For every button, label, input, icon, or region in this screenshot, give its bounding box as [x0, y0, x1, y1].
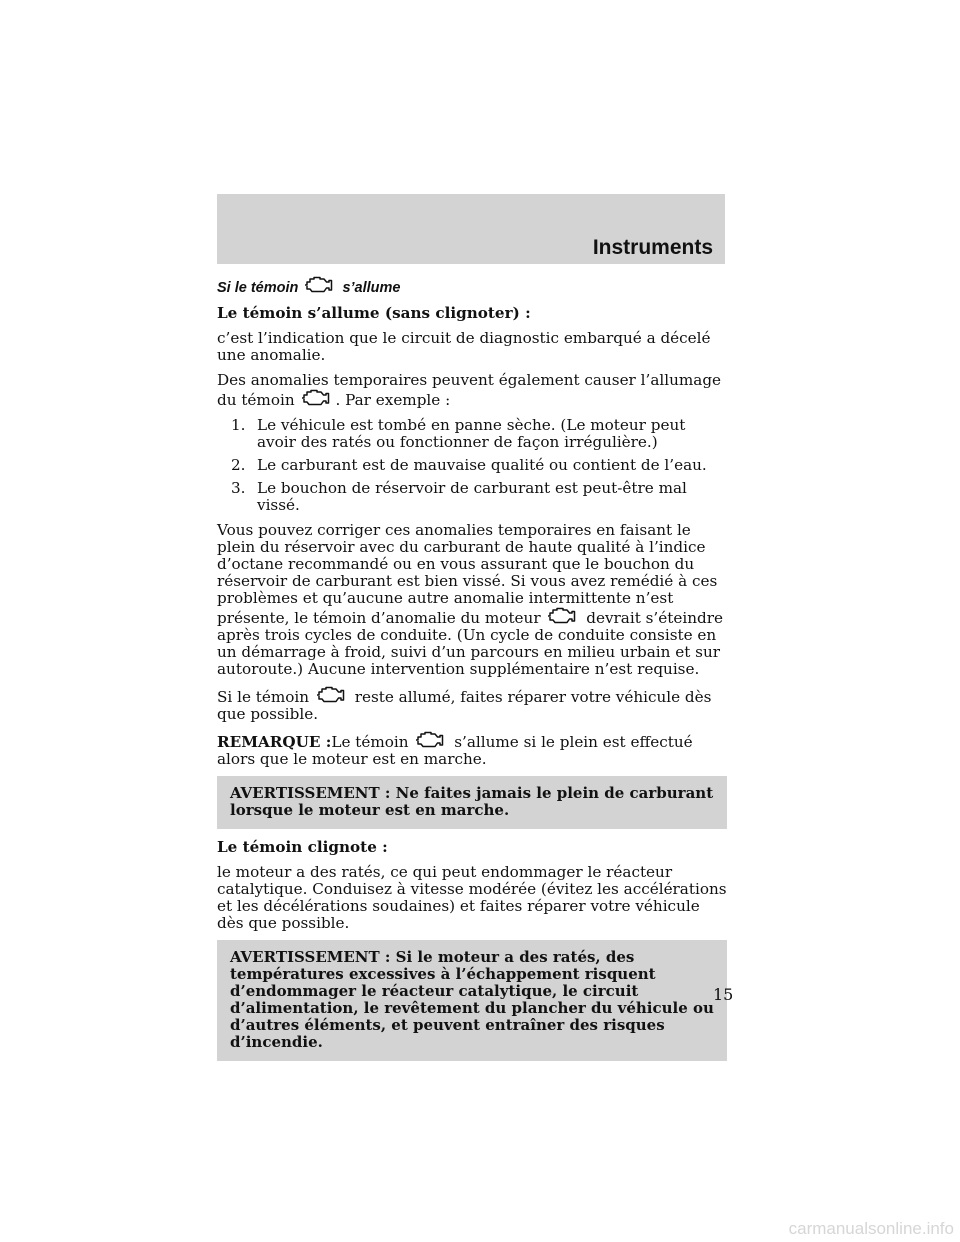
check-engine-icon — [300, 389, 330, 406]
warning-box: AVERTISSEMENT : Ne faites jamais le plein de carburant lorsque le moteur est en marche. — [217, 776, 727, 829]
warning-box: AVERTISSEMENT : Si le moteur a des ratés, des températures excessives à l’échappement risquent d’endommager le réacteur catalytique, le circuit d’alimentation, le revêtement du plancher du véhicule ou d’autres éléments, et peuvent entraîner des risques d’incendie. — [217, 940, 727, 1061]
list-number: 2. — [231, 456, 246, 474]
header-title: Instruments — [592, 236, 713, 259]
list-text: Le carburant est de mauvaise qualité ou contient de l’eau. — [257, 456, 707, 474]
section-header — [217, 194, 725, 264]
paragraph-3-after: devrait s’éteindre après trois cycles de conduite. (Un cycle de conduite consiste en un démarrage à froid, suivi d’un parcours en milieu urbain et sur autoroute.) Aucune intervention supplémentaire n’est requise. — [217, 609, 723, 678]
page-content — [217, 276, 727, 1071]
note-after: s’allume si le plein est effectué alors que le moteur est en marche. — [217, 733, 693, 768]
page-number: 15 — [713, 985, 734, 1004]
cause-list — [217, 417, 727, 514]
list-item — [217, 457, 727, 474]
list-item — [217, 417, 727, 451]
watermark: carmanualsonline.info — [788, 1219, 954, 1238]
paragraph-2 — [217, 372, 727, 409]
note-before: Le témoin — [331, 733, 409, 751]
paragraph-3-before: Vous pouvez corriger ces anomalies temporaires en faisant le plein du réservoir avec du carburant de haute qualité à l’indice d’octane recommandé ou en vous assurant que le bouchon du réservoir de carburant est bien vissé. Si vous avez remédié à ces problèmes et qu’aucune autre anomalie intermittente n’est présente, le témoin d’anomalie du moteur — [217, 521, 718, 627]
paragraph-2-before: Des anomalies temporaires peuvent également causer l’allumage du témoin — [217, 371, 722, 409]
paragraph-2-after: . Par exemple : — [335, 391, 451, 409]
solid-label: Le témoin s’allume (sans clignoter) : — [217, 304, 531, 322]
check-engine-icon — [414, 731, 444, 748]
paragraph-4-after: reste allumé, faites réparer votre véhicule dès que possible. — [217, 688, 712, 723]
flash-label: Le témoin clignote : — [217, 838, 388, 856]
paragraph-3 — [217, 522, 727, 678]
note-paragraph — [217, 731, 727, 768]
paragraph-4-before: Si le témoin — [217, 688, 310, 706]
heading-text-before: Si le témoin — [217, 280, 299, 296]
note-label: REMARQUE : — [217, 733, 332, 751]
list-item — [217, 480, 727, 514]
check-engine-icon — [315, 686, 345, 703]
list-text: Le bouchon de réservoir de carburant est peut-être mal vissé. — [257, 479, 687, 514]
list-number: 1. — [231, 416, 246, 434]
list-number: 3. — [231, 479, 246, 497]
paragraph-4 — [217, 686, 727, 723]
check-engine-icon — [303, 276, 333, 293]
paragraph-1: c’est l’indication que le circuit de diagnostic embarqué a décelé une anomalie. — [217, 329, 711, 364]
section-heading — [217, 276, 727, 297]
list-text: Le véhicule est tombé en panne sèche. (Le moteur peut avoir des ratés ou fonctionner de façon irrégulière.) — [257, 416, 686, 451]
paragraph-5: le moteur a des ratés, ce qui peut endommager le réacteur catalytique. Conduisez à vitesse modérée (évitez les accélérations et les décélérations soudaines) et faites réparer votre véhicule dès que possible. — [217, 863, 727, 932]
heading-text-after: s’allume — [342, 280, 401, 296]
check-engine-icon — [546, 607, 576, 624]
